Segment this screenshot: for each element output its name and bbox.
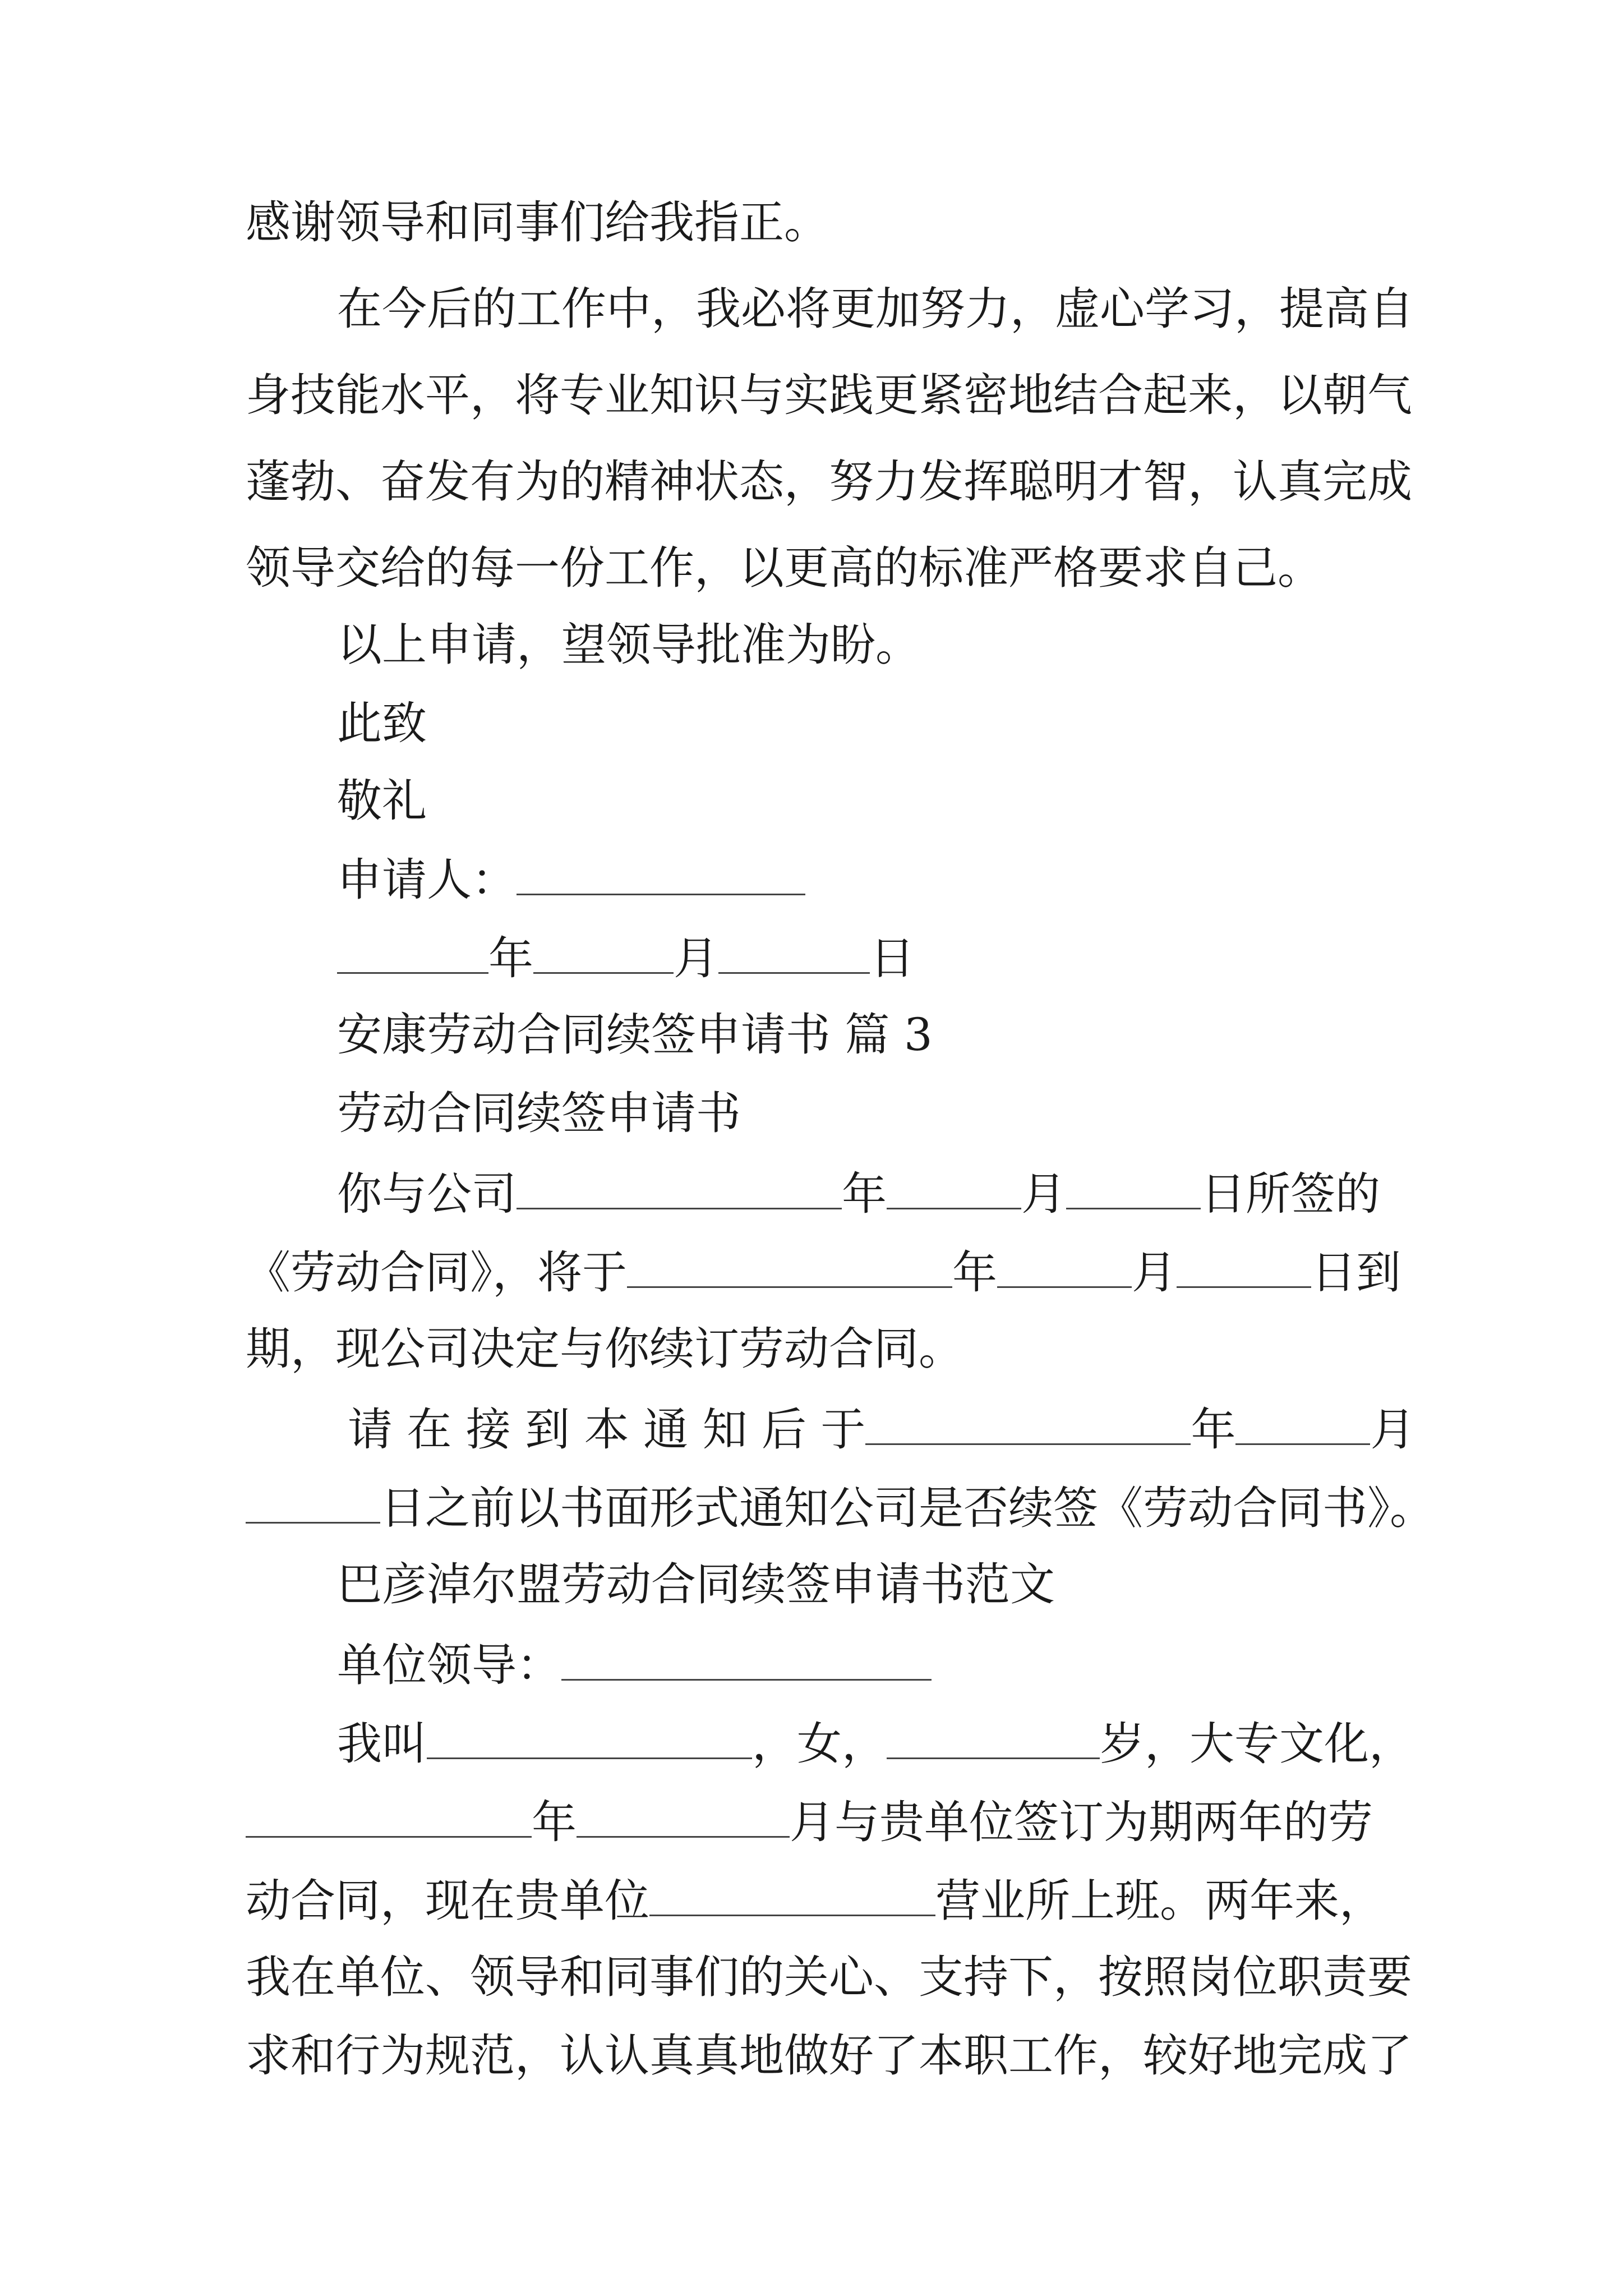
- month-label: 月: [1021, 1168, 1066, 1220]
- text-line: 此致: [337, 697, 427, 749]
- workplace-blank[interactable]: [649, 1871, 935, 1916]
- text: 日到: [1311, 1246, 1401, 1299]
- text-line: 期，现公司决定与你续订劳动合同。: [246, 1323, 963, 1375]
- text-line: 领导交给的每一份工作，以更高的标准严格要求自己。: [246, 542, 1322, 594]
- text: 月与贵单位签订为期两年的劳: [790, 1796, 1373, 1848]
- month-label: 月: [1370, 1404, 1415, 1456]
- year-label: 年: [952, 1246, 997, 1299]
- reply-line-2: [246, 1478, 1435, 1536]
- text: 《劳动合同》，将于: [246, 1246, 627, 1299]
- doc-title: 劳动合同续签申请书: [337, 1087, 741, 1139]
- day-blank[interactable]: [718, 928, 870, 974]
- text-line: 敬礼: [337, 775, 427, 827]
- intro-line-2: [246, 1792, 1373, 1851]
- text-line: 我在单位、领导和同事们的关心、支持下，按照岗位职责要: [246, 1951, 1412, 2003]
- text: ，女，: [752, 1718, 887, 1770]
- notice-line-1: [337, 1164, 1380, 1222]
- text-line: 蓬勃、奋发有为的精神状态，努力发挥聪明才智，认真完成: [246, 455, 1412, 508]
- applicant-line: [337, 850, 805, 908]
- leader-blank[interactable]: [561, 1635, 932, 1681]
- year-label: 年: [842, 1168, 887, 1220]
- age-blank[interactable]: [887, 1714, 1100, 1759]
- notice-line-2: [246, 1243, 1401, 1301]
- month-blank[interactable]: [887, 1164, 1021, 1209]
- month-blank[interactable]: [997, 1243, 1132, 1288]
- applicant-label: 申请人：: [337, 854, 517, 906]
- month-blank[interactable]: [1235, 1400, 1370, 1445]
- year-label: 年: [488, 932, 533, 984]
- text: 你与公司: [337, 1168, 517, 1220]
- text-line: 感谢领导和同事们给我指正。: [246, 196, 829, 249]
- section-heading: 巴彦淖尔盟劳动合同续签申请书范文: [337, 1558, 1055, 1611]
- text-line: 身技能水平，将专业知识与实践更紧密地结合起来，以朝气: [246, 369, 1412, 421]
- text-line: 以上申请，望领导批准为盼。: [337, 619, 920, 671]
- name-blank[interactable]: [427, 1714, 752, 1759]
- year-blank[interactable]: [337, 928, 488, 974]
- day-blank[interactable]: [246, 1478, 380, 1524]
- year-blank[interactable]: [865, 1400, 1191, 1445]
- month-blank[interactable]: [533, 928, 674, 974]
- intro-line-3: [246, 1871, 1384, 1929]
- date-line: [337, 928, 915, 987]
- text: 动合同，现在贵单位: [246, 1875, 649, 1927]
- text-line: 求和行为规范，认认真真地做好了本职工作，较好地完成了: [246, 2030, 1412, 2082]
- text: 日所签的: [1201, 1168, 1380, 1220]
- reply-line-1: [348, 1400, 1415, 1458]
- day-blank[interactable]: [1177, 1243, 1311, 1288]
- day-label: 日: [870, 932, 915, 984]
- year-label: 年: [532, 1796, 577, 1848]
- applicant-blank[interactable]: [517, 850, 805, 895]
- leader-line: [337, 1635, 932, 1694]
- year-blank[interactable]: [627, 1243, 952, 1288]
- month-label: 月: [1132, 1246, 1177, 1299]
- year-blank[interactable]: [246, 1792, 532, 1838]
- leader-label: 单位领导：: [337, 1639, 561, 1691]
- day-blank[interactable]: [1066, 1164, 1201, 1209]
- section-heading: 安康劳动合同续签申请书 篇 3: [337, 1009, 933, 1061]
- year-label: 年: [1191, 1404, 1236, 1456]
- text: 营业所上班。两年来，: [935, 1875, 1384, 1927]
- intro-line-1: [337, 1714, 1414, 1772]
- text: 日之前以书面形式通知公司是否续签《劳动合同书》。: [380, 1482, 1435, 1534]
- month-blank[interactable]: [577, 1792, 790, 1838]
- year-blank[interactable]: [517, 1164, 842, 1209]
- text: 请 在 接 到 本 通 知 后 于: [348, 1404, 866, 1456]
- text-line: 在今后的工作中，我必将更加努力，虚心学习，提高自: [337, 283, 1414, 335]
- text: 我叫: [337, 1718, 427, 1770]
- text: 岁，大专文化，: [1100, 1718, 1414, 1770]
- month-label: 月: [674, 932, 718, 984]
